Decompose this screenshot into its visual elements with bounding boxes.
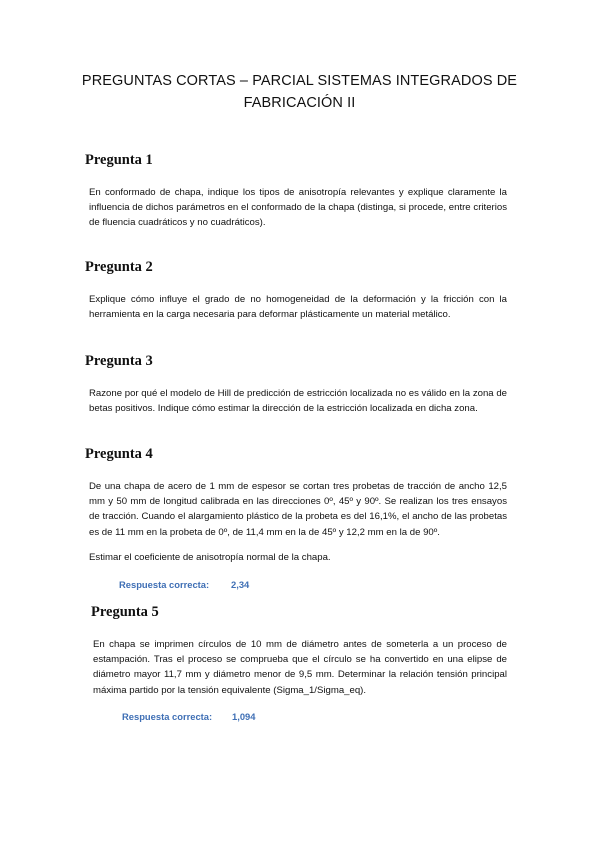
title-line-2: FABRICACIÓN II xyxy=(243,95,356,111)
answer-label: Respuesta correcta: xyxy=(122,711,213,722)
question-5-heading: Pregunta 5 xyxy=(91,604,159,620)
question-3-heading: Pregunta 3 xyxy=(85,353,153,369)
question-5-text: En chapa se imprimen círculos de 10 mm de diámetro antes de someterla a un proceso de estampación. Tras el proceso se comprueba que el círculo se ha convertido en una elipse de diámetro mayor 11,7 mm y diámetro menor de 9,5 mm. Determinar la relación tensión principal máxima partido por la tensión equivalente (Sigma_1/Sigma_eq). xyxy=(93,639,507,696)
question-2-heading: Pregunta 2 xyxy=(85,259,153,275)
question-4-instruction: Estimar el coeficiente de anisotropía normal de la chapa. xyxy=(89,552,331,563)
question-1-text: En conformado de chapa, indique los tipos de anisotropía relevantes y explique claramente la influencia de dichos parámetros en el conformado de la chapa (distinga, si procede, entre criterios de fluencia cuadráticos y no cuadráticos). xyxy=(89,187,507,229)
answer-value: 2,34 xyxy=(231,579,250,590)
question-4-answer xyxy=(119,579,250,590)
answer-value: 1,094 xyxy=(232,711,256,722)
question-3-text: Razone por qué el modelo de Hill de predicción de estricción localizada no es válido en la zona de betas positivos. Indique cómo estimar la dirección de la estricción localizada en dicha zona. xyxy=(89,388,507,415)
question-1-heading: Pregunta 1 xyxy=(85,152,153,168)
question-4-heading: Pregunta 4 xyxy=(85,446,153,462)
question-4-text: De una chapa de acero de 1 mm de espesor se cortan tres probetas de tracción de ancho 12,5 mm y 50 mm de longitud calibrada en las direcciones 0º, 45º y 90º. Se realizan los tres ensayos de tracción. Cuando el alargamiento plástico de la probeta es del 16,1%, el ancho de las probetas es de 11 mm en la probeta de 0º, de 11,4 mm en la de 45º y 12,2 mm en la de 90º. xyxy=(89,481,507,538)
question-2-text: Explique cómo influye el grado de no homogeneidad de la deformación y la fricción con la herramienta en la carga necesaria para deformar plásticamente un material metálico. xyxy=(89,294,507,321)
title-line-1: PREGUNTAS CORTAS – PARCIAL SISTEMAS INTEGRADOS DE xyxy=(81,73,518,89)
answer-label: Respuesta correcta: xyxy=(119,579,210,590)
document-title xyxy=(60,70,539,114)
question-5-answer xyxy=(122,711,256,722)
